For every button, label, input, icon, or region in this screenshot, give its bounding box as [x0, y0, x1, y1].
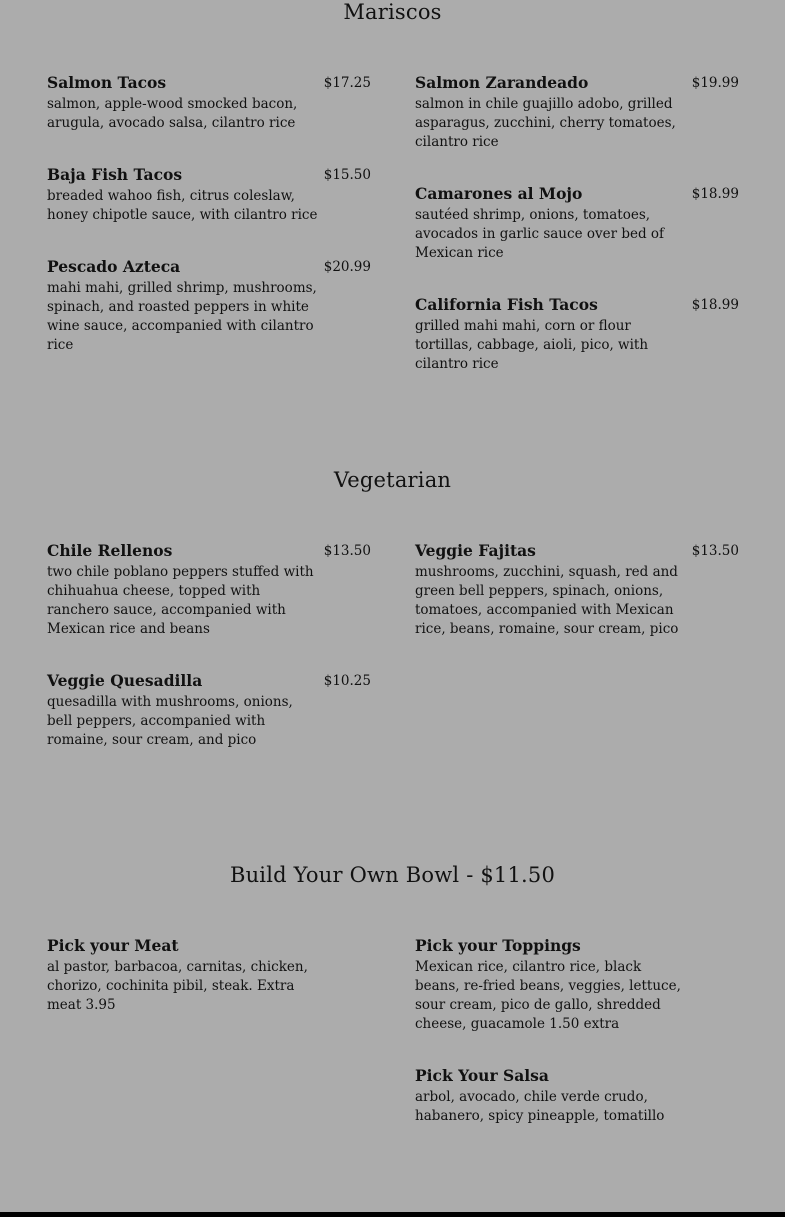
- item-price: $20.99: [323, 259, 371, 275]
- item-name: Veggie Fajitas: [415, 541, 536, 560]
- item-name: Pick your Meat: [47, 936, 179, 955]
- item-description: salmon, apple-wood smocked bacon, arugula, avocado salsa, cilantro rice: [47, 96, 298, 131]
- item-name: California Fish Tacos: [415, 295, 598, 314]
- item-name: Baja Fish Tacos: [47, 165, 183, 184]
- menu-item-baja-fish-tacos: [47, 165, 371, 225]
- item-description: salmon in chile guajillo adobo, grilled asparagus, zucchini, cherry tomatoes, cilantro rice: [415, 96, 676, 150]
- item-price: $18.99: [691, 186, 739, 202]
- menu-item-camarones-al-mojo: [415, 184, 739, 263]
- item-description: al pastor, barbacoa, carnitas, chicken, chorizo, cochinita pibil, steak. Extra meat 3.95: [47, 959, 308, 1013]
- section-title-build-your-own-bowl: Build Your Own Bowl - $11.50: [229, 863, 556, 887]
- item-name: Pescado Azteca: [47, 257, 181, 276]
- menu-item-pescado-azteca: [47, 257, 371, 355]
- menu-item-california-fish-tacos: [415, 295, 739, 374]
- item-price: $13.50: [323, 543, 371, 559]
- menu-item-chile-rellenos: [47, 541, 371, 639]
- section-title-mariscos: Mariscos: [343, 0, 442, 24]
- item-name: Camarones al Mojo: [415, 184, 583, 203]
- item-name: Pick your Toppings: [415, 936, 581, 955]
- menu-item-salmon-tacos: [47, 73, 371, 133]
- menu-item-pick-your-toppings: [415, 936, 739, 1034]
- item-name: Salmon Zarandeado: [415, 73, 589, 92]
- item-price: $15.50: [323, 167, 371, 183]
- section-title-vegetarian: Vegetarian: [333, 468, 452, 492]
- menu-item-salmon-zarandeado: [415, 73, 739, 152]
- item-price: $19.99: [691, 75, 739, 91]
- item-description: two chile poblano peppers stuffed with chihuahua cheese, topped with ranchero sauce, accompanied with Mexican rice and beans: [47, 564, 314, 637]
- item-description: arbol, avocado, chile verde crudo, habanero, spicy pineapple, tomatillo: [415, 1089, 665, 1124]
- item-price: $17.25: [323, 75, 371, 91]
- item-description: mushrooms, zucchini, squash, red and green bell peppers, spinach, onions, tomatoes, accompanied with Mexican rice, beans, romaine, sour cream, pico: [415, 564, 679, 637]
- item-price: $13.50: [691, 543, 739, 559]
- item-name: Pick Your Salsa: [415, 1066, 549, 1085]
- menu-item-veggie-quesadilla: [47, 671, 371, 750]
- menu-item-pick-your-meat: [47, 936, 371, 1015]
- item-description: breaded wahoo fish, citrus coleslaw, honey chipotle sauce, with cilantro rice: [47, 188, 318, 223]
- item-description: Mexican rice, cilantro rice, black beans, re-fried beans, veggies, lettuce, sour cream, pico de gallo, shredded cheese, guacamole 1.50 extra: [415, 959, 681, 1032]
- item-price: $10.25: [323, 673, 371, 689]
- menu-item-veggie-fajitas: [415, 541, 739, 639]
- item-description: grilled mahi mahi, corn or flour tortillas, cabbage, aioli, pico, with cilantro rice: [415, 318, 649, 372]
- item-name: Chile Rellenos: [47, 541, 173, 560]
- item-description: mahi mahi, grilled shrimp, mushrooms, spinach, and roasted peppers in white wine sauce, accompanied with cilantro rice: [47, 280, 317, 353]
- item-description: sautéed shrimp, onions, tomatoes, avocados in garlic sauce over bed of Mexican rice: [415, 207, 665, 261]
- item-description: quesadilla with mushrooms, onions, bell peppers, accompanied with romaine, sour cream, and pico: [47, 694, 293, 748]
- menu-item-pick-your-salsa: [415, 1066, 739, 1126]
- item-price: $18.99: [691, 297, 739, 313]
- item-name: Veggie Quesadilla: [47, 671, 203, 690]
- item-name: Salmon Tacos: [47, 73, 167, 92]
- bottom-divider: [0, 1212, 785, 1217]
